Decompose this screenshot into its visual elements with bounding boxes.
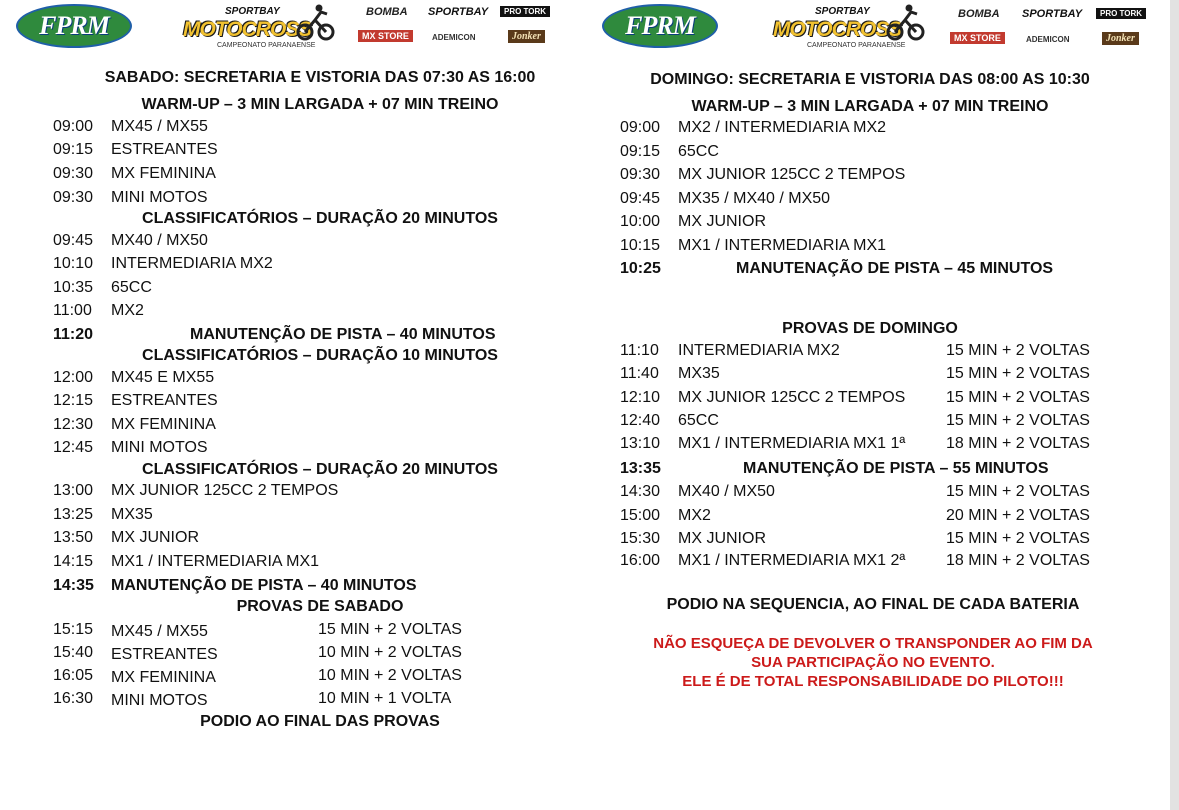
page-edge [1170,0,1179,810]
logo-bar [0,0,590,60]
section-heading: CLASSIFICATÓRIOS – DURAÇÃO 20 MINUTOS [142,461,498,478]
protork-logo: PRO TORK [1096,8,1146,19]
race-row: 15:30 MX JUNIOR 15 MIN + 2 VOLTAS [620,530,1090,547]
motorcycle-rider-icon [885,2,925,42]
maintenance-row: 11:20 MANUTENÇÃO DE PISTA – 40 MINUTOS [53,326,496,343]
section-heading: PROVAS DE DOMINGO [782,320,958,337]
transponder-warning-line: NÃO ESQUEÇA DE DEVOLVER O TRANSPONDER AO FIM DA [653,635,1093,652]
section-heading: WARM-UP – 3 MIN LARGADA + 07 MIN TREINO [141,96,499,113]
bomba-logo: BOMBA [366,6,408,18]
transponder-warning-line: SUA PARTICIPAÇÃO NO EVENTO. [751,654,995,671]
section-heading: PROVAS DE SABADO [236,598,404,615]
race-row: 16:05 MX FEMININA 10 MIN + 2 VOLTAS [53,667,462,686]
race-row: 11:40 MX35 15 MIN + 2 VOLTAS [620,365,1090,382]
race-row: 16:00 MX1 / INTERMEDIARIA MX1 2ª 18 MIN + 2 VOLTAS [620,552,1090,569]
schedule-sheet: FPRM SPORTBAY MOTOCROSS CAMPEONATO PARANAENSE BOMBA SPORTBAY PRO TORK MX STORE ADEMICON Jonker SABADO: SECRETARIA E VISTORIA DAS 07:30 AS 16:00 WARM-UP – 3 MIN LARGADA + 07 MIN TREINO 09:00 MX45 / MX55 09:15 ESTREANTES 09:30 MX FEMININA 09:30 MINI MOTOS CLASSIFICATÓRIOS – DURAÇÃO 20 MINUTOS 09:45 MX40 / MX50 10:10 INTERMEDIARIA MX2 10:35 65CC 11:00 MX2 11:20 MANUTENÇÃO DE PISTA – 40 MINUTOS CLASSIFICATÓRIOS – DURAÇÃO 10 MINUTOS 12:00 MX45 E MX55 12:15 ESTREANTES 12:30 MX FEMININA 12:45 MINI MOTOS CLASSIFICATÓRIOS – DURAÇÃO 20 MINUTOS 13:00 MX JUNIOR 125CC 2 TEMPOS 13:25 MX35 13:50 MX JUNIOR 14:15 MX1 / INTERMEDIARIA MX1 14:35 MANUTENÇÃO DE PISTA – 40 MINUTOS PROVAS DE SABADO 15:15 MX45 / MX55 15 MIN + 2 VOLTAS 15:40 ESTREANTES 10 MIN + 2 VOLTAS 16:05 MX FEMININA 10 MIN + 2 VOLTAS 16:30 MINI MOTOS 10 MIN + 1 VOLTA PODIO AO FINAL DAS PROVAS FPRM SPORTBAY MOTOCROSS CAMPEONATO PARANAENSE BOMBA SPORTBAY PRO TORK MX STORE ADEMICON Jonker DOMINGO: SECRETARIA E VISTORIA DAS 08:00 AS 10:30 WARM-UP – 3 MIN LARGADA + 07 MIN TREINO 09:00 MX2 / INTERMEDIARIA MX2 09:15 65CC 09:30 MX JUNIOR 125CC 2 TEMPOS 09:45 MX35 / MX40 / MX50 10:00 MX JUNIOR 10:15 MX1 / INTERMEDIARIA MX1 10:25 MANUTENAÇÃO DE PISTA – 45 MINUTOS PROVAS DE DOMINGO 11:10 INTERMEDIARIA MX2 15 MIN + 2 VOLTAS 11:40 MX35 15 MIN + 2 VOLTAS 12:10 MX JUNIOR 125CC 2 TEMPOS 15 MIN + 2 VOLTAS 12:40 65CC 15 MIN + 2 VOLTAS 13:10 MX1 / INTERMEDIARIA MX1 1ª 18 MIN + 2 VOLTAS 13:35 MANUTENÇÃO DE PISTA – 55 MINUTOS 14:30 MX40 / MX50 15 MIN + 2 VOLTAS 15:00 MX2 20 MIN + 2 VOLTAS 15:30 MX JUNIOR 15 MIN + 2 VOLTAS 16:00 MX1 / INTERMEDIARIA MX1 2ª 18 MIN + 2 VOLTAS PODIO NA SEQUENCIA, AO FINAL DE CADA BATERIA NÃO ESQUEÇA DE DEVOLVER O TRANSPONDER AO FIM DA SUA PARTICIPAÇÃO NO EVENTO. ELE É DE TOTAL RESPONSABILIDADE DO PILOTO!!! [0,0,1170,810]
sportbay-logo: SPORTBAY [428,6,489,18]
motocross-logo: SPORTBAY MOTOCROSS CAMPEONATO PARANAENSE [183,4,333,54]
maintenance-row: 13:35 MANUTENÇÃO DE PISTA – 55 MINUTOS [620,460,1049,477]
sponsor-logos [950,4,1160,54]
motocross-logo: SPORTBAY MOTOCROSS CAMPEONATO PARANAENSE [773,4,923,54]
race-row: 14:30 MX40 / MX50 15 MIN + 2 VOLTAS [620,483,1090,500]
jonker-logo: Jonker [508,30,545,43]
race-row: 16:30 MINI MOTOS 10 MIN + 1 VOLTA [53,690,452,709]
sunday-title: DOMINGO: SECRETARIA E VISTORIA DAS 08:00 AS 10:30 [650,71,1090,88]
section-heading: CLASSIFICATÓRIOS – DURAÇÃO 10 MINUTOS [142,347,498,364]
mxstore-logo: MX STORE [358,30,413,42]
motorcycle-rider-icon [295,2,335,42]
fprm-logo: FPRM [602,4,718,48]
podio-note: PODIO NA SEQUENCIA, AO FINAL DE CADA BATERIA [666,596,1080,613]
logo-bar [590,0,1170,60]
ademicon-logo: ADEMICON [432,33,476,42]
race-row: 15:40 ESTREANTES 10 MIN + 2 VOLTAS [53,644,462,663]
race-row: 12:10 MX JUNIOR 125CC 2 TEMPOS 15 MIN + 2 VOLTAS [620,389,1090,406]
mxstore-logo: MX STORE [950,32,1005,44]
jonker-logo: Jonker [1102,32,1139,45]
fprm-logo: FPRM [16,4,132,48]
section-heading: WARM-UP – 3 MIN LARGADA + 07 MIN TREINO [691,98,1049,115]
ademicon-logo: ADEMICON [1026,35,1070,44]
race-row: 15:00 MX2 20 MIN + 2 VOLTAS [620,507,1090,524]
protork-logo: PRO TORK [500,6,550,17]
transponder-warning-line: ELE É DE TOTAL RESPONSABILIDADE DO PILOTO!!! [682,673,1064,690]
race-row: 11:10 INTERMEDIARIA MX2 15 MIN + 2 VOLTAS [620,342,1090,359]
race-row: 15:15 MX45 / MX55 15 MIN + 2 VOLTAS [53,621,462,640]
race-row: 12:40 65CC 15 MIN + 2 VOLTAS [620,412,1090,429]
saturday-title: SABADO: SECRETARIA E VISTORIA DAS 07:30 AS 16:00 [104,69,536,86]
section-heading: CLASSIFICATÓRIOS – DURAÇÃO 20 MINUTOS [142,210,498,227]
maintenance-row: 14:35 MANUTENÇÃO DE PISTA – 40 MINUTOS [53,577,417,594]
bomba-logo: BOMBA [958,8,1000,20]
saturday-footer: PODIO AO FINAL DAS PROVAS [200,713,440,730]
race-row: 13:10 MX1 / INTERMEDIARIA MX1 1ª 18 MIN + 2 VOLTAS [620,435,1090,452]
sponsor-logos [358,4,568,54]
sportbay-logo: SPORTBAY [1022,8,1083,20]
maintenance-row: 10:25 MANUTENAÇÃO DE PISTA – 45 MINUTOS [620,260,1054,277]
